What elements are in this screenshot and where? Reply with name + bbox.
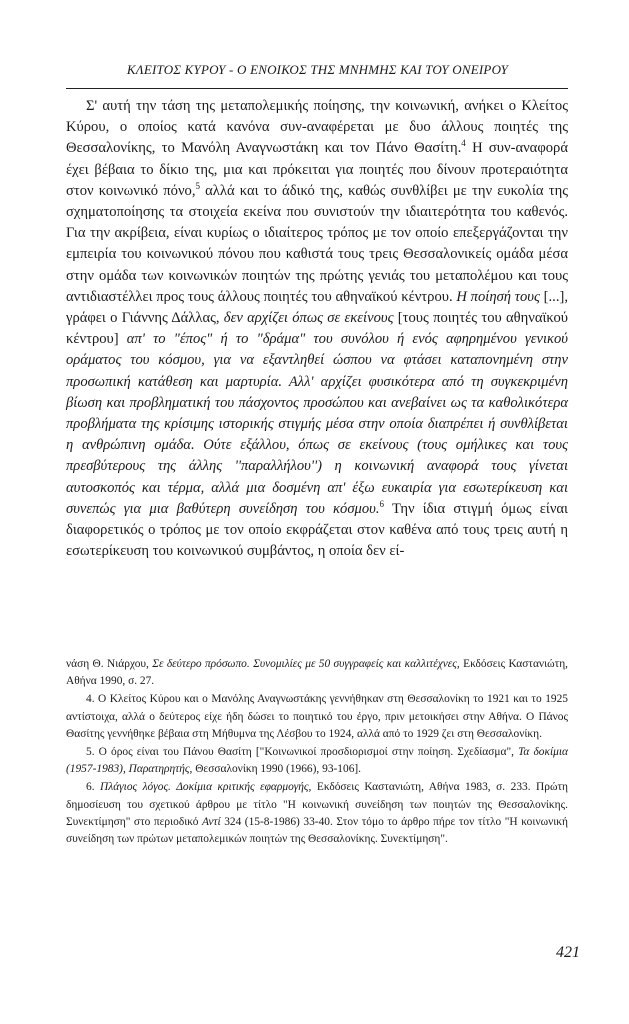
footnote-text: 6. bbox=[86, 781, 101, 794]
body-text-segment: Σ' αυτή την τάση της μεταπολεμικής ποίησης, την κοινωνική, ανήκει ο Κλείτος Κύρου, ο οποίος κατά κανόνα συν-αναφέρεται με δυο άλλους ποιητές της Θεσσαλονίκης, το Μανόλη Αναγνωστάκη και τον Πάνο Θασίτη. bbox=[66, 98, 568, 157]
footnote-title: Πλάγιος λόγος. Δοκίμια κριτικής εφαρμογής, bbox=[100, 781, 312, 794]
main-text bbox=[66, 96, 568, 562]
footnote-6 bbox=[66, 779, 568, 848]
footnote-ref-4[interactable]: 4 bbox=[461, 138, 466, 149]
footnote-text: Θεσσαλονίκη 1990 (1966), 93-106]. bbox=[192, 763, 362, 776]
quote-segment: απ' το "έπος" ή το "δράμα" του συνόλου ή ενός αφηρημένου γενικού οράματος του κόσμου, για να εξαντληθεί ώσπου να φτάσει καταπονημένη στην προσωπική κατάθεση και μαρτυρία. Αλλ' αρχίζει φυσικότερα από τη συγκεκριμένη βίωση και προβληματική του πάσχοντος προσώπου και ανεβαίνει ως τα καθολικότερα προβλήματα της κρίσιμης ιστορικής στιγμής μέσα στην οποία διαπρέπει ή συνθλίβεται η ανθρώπινη ομάδα. Ούτε εξάλλου, όπως σε εκείνους (τους ομήλικες και τους πρεσβύτερους της άλλης ''παραλλήλου'') η κοινωνική αναφορά τους γίνεται αυτοσκοπός και τέρμα, αλλά μια δοσμένη απ' έξω ευκαιρία για εσωτερίκευση και συνεπώς για μια βαθύτερη συνείδηση του κόσμου. bbox=[66, 331, 568, 517]
footnote-ref-5[interactable]: 5 bbox=[195, 180, 200, 191]
footnote-text: Εκδόσεις Καστανιώτη, Αθήνα 1983, σ. 233. Πρώτη δημοσίευση του σχετικού άρθρου με τίτλο "Η κοινωνική συνείδηση των ποιητών της Θεσσαλονίκης. Συνεκτίμηση" στο περιοδικό bbox=[66, 781, 568, 828]
footnote-title: Αντί bbox=[202, 815, 221, 828]
footnote-ref-6[interactable]: 6 bbox=[379, 499, 385, 509]
footnote-title: Σε δεύτερο πρόσωπο. Συνομιλίες με 50 συγγραφείς και καλλιτέχνες, bbox=[152, 658, 460, 670]
body-text-segment: Την ίδια στιγμή όμως είναι διαφορετικός ο τρόπος με τον οποίο εκφράζεται στον καθένα από τους τρεις αυτή η εσωτερίκευση του κοινωνικού συμβάντος, η οποία δεν εί- bbox=[66, 500, 568, 560]
page-number: 421 bbox=[556, 944, 580, 961]
footnote-text: νάση Θ. Νιάρχου, bbox=[66, 658, 153, 670]
footnote-text: 4. Ο Κλείτος Κύρου και ο Μανόλης Αναγνωστάκης γεννήθηκαν στη Θεσσαλονίκη το 1921 και το 1925 αντίστοιχα, αλλά ο δεύτερος είχε ήδη δώσει το ποιητικό του έργο, πριν μετοικήσει στην Αθήνα. Ο Πάνος Θασίτης γεννήθηκε βέβαια στη Μήθυμνα της Λέσβου το 1924, αλλά από το 1929 ζει στη Θεσσαλονίκη. bbox=[66, 693, 568, 740]
body-text-segment: Η συν-αναφορά έχει βέβαια το δίκιο της, μια και πρόκειται για ποιητές που δίνουν προτεραιότητα στον κοινωνικό πόνο, bbox=[66, 140, 568, 199]
footnote-4 bbox=[66, 691, 568, 743]
footnote-text: 5. Ο όρος είναι του Πάνου Θασίτη ["Κοινωνικοί προσδιορισμοί στην ποίηση. Σχεδίασμα", bbox=[86, 746, 519, 759]
body-paragraph bbox=[66, 96, 568, 562]
footnote-text: 324 (15-8-1986) 33-40. Στον τόμο το άρθρο πήρε τον τίτλο "Η κοινωνική συνείδηση των πρώτων μεταπολεμικών ποιητών της Θεσσαλονίκης. Συνεκτίμηση". bbox=[66, 815, 569, 846]
body-text-segment: αλλά και το άδικό της, καθώς συνθλίβει με την ευκολία της σχηματοποίησης τα στοιχεία εκείνα που συνιστούν την ιδιαιτερότητα του καθενός. Για την ακρίβεια, είναι κυρίως ο ιδιαίτερος τρόπος με τον οποίο επεξεργάζονται την εμπειρία του κοινωνικού πόνου που καθιστά τους τρεις Θεσσαλονικείς ομάδα μέσα στην ομάδα των κοινωνικών ποιητών της πρώτης γενιάς του μεταπολέμου και τους αντιδιαστέλλει προς τους άλλους ποιητές του αθηναϊκού κέντρου. bbox=[66, 182, 568, 305]
body-text-segment: [...], γράφει ο Γιάννης Δάλλας, bbox=[66, 288, 568, 327]
quote-segment: δεν αρχίζει όπως σε εκείνους bbox=[223, 310, 394, 327]
running-head: ΚΛΕΙΤΟΣ ΚΥΡΟΥ - Ο ΕΝΟΙΚΟΣ ΤΗΣ ΜΝΗΜΗΣ ΚΑΙ ΤΟΥ ΟΝΕΙΡΟΥ bbox=[126, 62, 509, 77]
footnote-text: Εκδόσεις Καστανιώτη, Αθήνα 1990, σ. 27. bbox=[66, 658, 569, 688]
footnotes bbox=[66, 656, 568, 849]
footnote-continuation bbox=[66, 656, 568, 690]
quote-segment: Η ποίησή τους bbox=[456, 288, 540, 305]
footnote-5 bbox=[66, 744, 568, 778]
footnote-title: Τα δοκίμια (1957-1983), Παρατηρητής, bbox=[66, 746, 568, 776]
body-text-segment: [τους ποιητές του αθηναϊκού κέντρου] bbox=[66, 310, 568, 348]
header-rule bbox=[66, 88, 568, 89]
